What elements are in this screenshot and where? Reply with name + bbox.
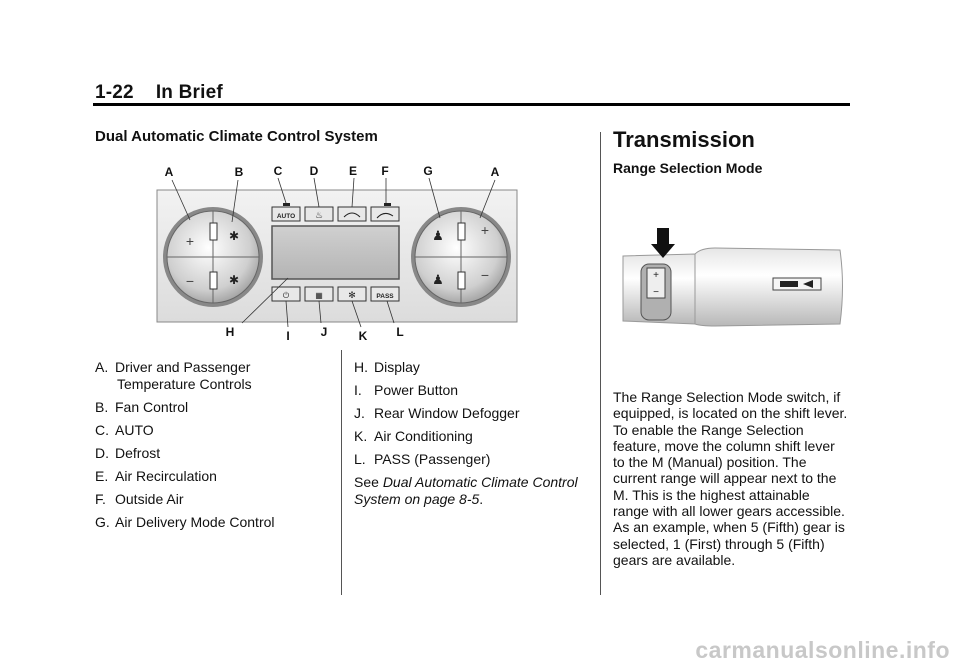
svg-text:✻: ✻	[348, 290, 356, 300]
recirculation-button	[338, 207, 366, 221]
legend-item: L. PASS (Passenger)	[354, 451, 491, 467]
footer-watermark: carmanualsonline.info	[695, 637, 950, 663]
shift-lever-diagram	[615, 226, 847, 328]
legend-left	[95, 359, 335, 537]
legend-item: E. Air Recirculation	[95, 468, 217, 484]
callout-f: F	[381, 164, 389, 178]
callout-i: I	[286, 329, 290, 343]
header-rule	[93, 103, 850, 106]
svg-text:♟: ♟	[432, 228, 444, 243]
svg-text:♨: ♨	[314, 210, 324, 220]
callout-h: H	[225, 325, 235, 339]
callout-c: C	[273, 164, 283, 178]
svg-text:+: +	[653, 270, 659, 281]
right-temperature-knob	[411, 207, 511, 307]
callout-e: E	[348, 164, 358, 178]
legend-right	[354, 359, 594, 474]
svg-text:−: −	[653, 287, 659, 298]
outside-air-button	[371, 207, 399, 221]
legend-item: A. Driver and Passenger Temperature Controls	[95, 359, 252, 392]
cross-reference-link: Dual Automatic Climate Control System on page 8-5	[354, 474, 578, 507]
column-divider	[341, 350, 342, 595]
legend-item: C. AUTO	[95, 422, 154, 438]
section-title-climate: Dual Automatic Climate Control System	[95, 128, 378, 145]
callout-b: B	[234, 165, 244, 179]
auto-label: AUTO	[276, 213, 296, 220]
svg-text:−: −	[480, 267, 490, 283]
legend-item: H. Display	[354, 359, 420, 375]
range-selection-paragraph: The Range Selection Mode switch, if equipped, is located on the shift lever. To enable the Range Selection feature, move the column shift lever to the M (Manual) position. The current range will appear next to the M. This is the highest attainable range with all lower gears accessible. As an example, when 5 (Fifth) gear is selected, 1 (First) through 5 (Fifth) gears are available.	[613, 389, 848, 568]
svg-text:✱: ✱	[228, 229, 240, 243]
left-temperature-knob	[163, 207, 263, 307]
svg-text:−: −	[185, 273, 195, 289]
down-arrow-icon	[651, 228, 675, 258]
subsection-title: Range Selection Mode	[613, 160, 763, 176]
callout-d: D	[309, 164, 319, 178]
callout-l: L	[396, 325, 404, 339]
section-title-transmission: Transmission	[613, 127, 755, 152]
page-header	[95, 82, 223, 104]
svg-text:✱: ✱	[228, 273, 240, 287]
legend-item: I. Power Button	[354, 382, 459, 398]
legend-item: F. Outside Air	[95, 491, 184, 507]
svg-text:♟: ♟	[432, 272, 444, 287]
chapter-title: In Brief	[155, 82, 223, 103]
callout-j: J	[320, 325, 328, 339]
legend-item: B. Fan Control	[95, 399, 189, 415]
legend-item: K. Air Conditioning	[354, 428, 473, 444]
legend-item: J. Rear Window Defogger	[354, 405, 520, 421]
see-reference-note: See Dual Automatic Climate Control System on page 8-5.	[354, 474, 578, 507]
legend-item: G. Air Delivery Mode Control	[95, 514, 275, 530]
column-divider	[600, 132, 601, 595]
callout-k: K	[358, 329, 368, 343]
svg-text:⏻: ⏻	[282, 291, 290, 300]
legend-item: D. Defrost	[95, 445, 161, 461]
svg-text:+: +	[480, 222, 490, 238]
display-screen	[272, 226, 399, 279]
svg-text:▦: ▦	[315, 291, 323, 300]
callout-g: G	[423, 164, 433, 178]
callout-a-left: A	[164, 165, 174, 179]
page-number: 1-22	[95, 82, 134, 103]
pass-label: PASS	[376, 293, 394, 300]
climate-control-diagram	[150, 160, 525, 345]
svg-text:+: +	[185, 233, 195, 249]
callout-a-right: A	[490, 165, 500, 179]
